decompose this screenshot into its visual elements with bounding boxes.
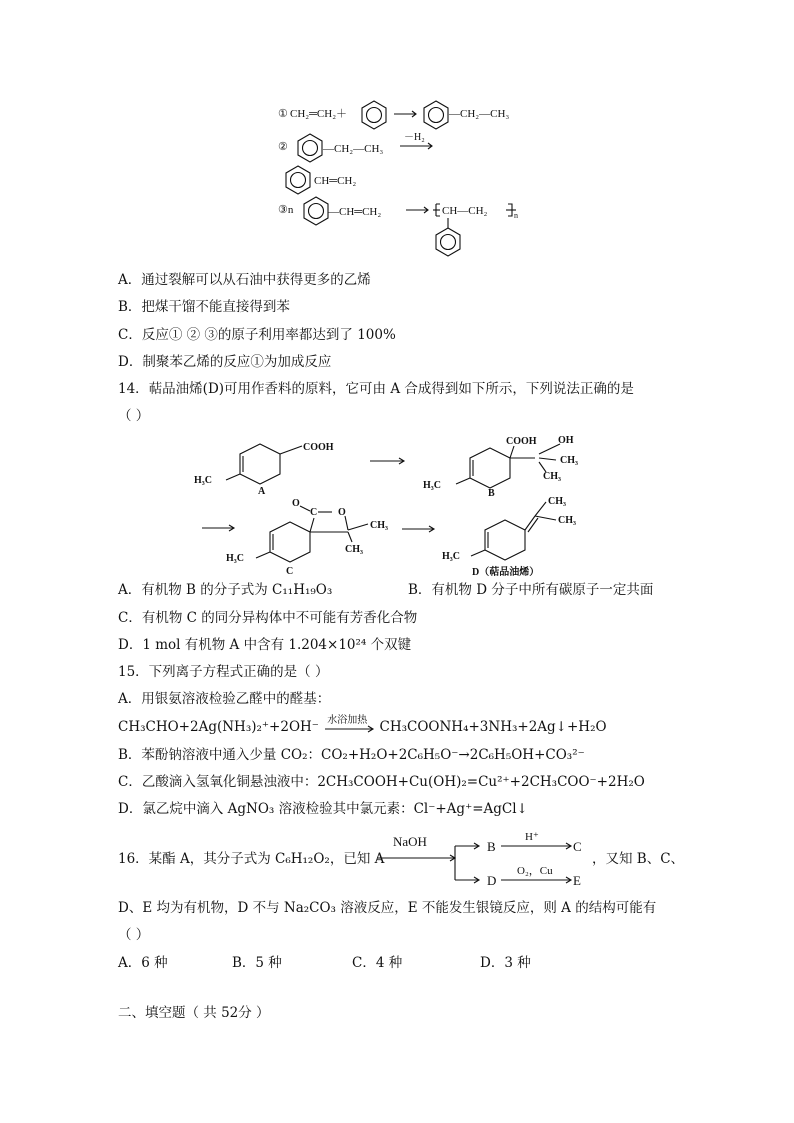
equation-a-left: CH₃CHO+2Ag(NH₃)₂⁺+2OH⁻ [118,719,319,735]
q16-stem-first [118,850,384,868]
q15-option-d: D．氯乙烷中滴入 AgNO₃ 溶液检验其中氯元素：Cl⁻+Ag⁺=AgCl↓ [118,801,528,817]
benzene-ring-icon [298,134,322,162]
q14-option-a: A．有机物 B 的分子式为 C₁₁H₁₉O₃ [118,582,333,598]
q13-option-a: A．通过裂解可以从石油中获得更多的乙烯 [118,272,371,288]
compound-c-carbon: C [310,507,318,518]
heating-arrow [323,715,375,736]
compound-e: E [573,873,581,888]
q16-option-c: C．4 种 [352,955,403,971]
cyclohexene-ring-D [485,520,525,560]
compound-b-label: B [488,488,495,499]
polymer-degree: n [514,211,518,220]
compound-d-ch3-bottom: CH₃ [558,515,576,526]
cyclohexene-ring-A [240,444,280,484]
q14-synthesis-figure [190,432,630,580]
compound-a-cooh: COOH [303,442,334,453]
compound-b-oh: OH [558,435,574,446]
q13-option-c: C．反应① ② ③的原子利用率都达到了 100% [118,327,396,343]
reaction-2-condition: －H₂ [404,132,425,143]
q15-option-b: B．苯酚钠溶液中通入少量 CO₂：CO₂+H₂O+2C₆H₅O⁻→2C₆H₅OH+CO₃²⁻ [118,747,585,763]
reaction-2-styrene: CH═CH₂ [314,175,357,187]
compound-c-ch3-top: CH₃ [370,520,388,531]
q16-answer-paren: （ ） [118,927,150,943]
q16-reaction-scheme [375,826,597,890]
reaction-3-styrene: —CH═CH₂ [328,206,382,218]
compound-c-ch3-bottom: CH₃ [345,544,363,555]
compound-c-carbonyl-o: O [292,498,300,509]
q15-option-c: C．乙酸滴入氢氧化铜悬浊液中：2CH₃COOH+Cu(OH)₂=Cu²⁺+2CH₃COO⁻+2H₂O [118,774,645,790]
reaction-2-ethylbenzene: —CH₂—CH₃ [323,143,384,155]
benzene-ring-icon [286,166,310,194]
q14-option-d: D．1 mol 有机物 A 中含有 1.204×10²⁴ 个双键 [118,637,412,653]
equation-a-right: CH₃COONH₄+3NH₃+2Ag↓+H₂O [379,719,607,735]
benzene-ring-icon [436,228,460,256]
q16-stem-second: D、E 均为有机物，D 不与 Na₂CO₃ 溶液反应，E 不能发生银镜反应，则 A 的结构可能有 [118,900,657,916]
compound-b-ch3-bottom: CH₃ [543,471,561,482]
benzene-ring-icon [362,101,386,129]
q14-option-b: B．有机物 D 分子中所有碳原子一定共面 [408,582,654,598]
compound-c-h3c: H₃C [226,553,244,564]
q14-answer-paren: （ ） [118,408,150,424]
section-2-heading: 二、填空题（ 共 52分 ） [118,1005,270,1021]
q13-option-d: D．制聚苯乙烯的反应①为加成反应 [118,354,332,370]
reaction-1-ethylene: CH₂═CH₂＋ [290,108,348,120]
benzene-ring-icon [424,101,448,129]
q16-option-d: D．3 种 [480,955,531,971]
q15-option-a: A．用银氨溶液检验乙醛中的醛基： [118,691,331,707]
reaction-arrow-icon [323,724,375,734]
compound-a-h3c: H₃C [194,475,212,486]
q13-reaction-figure [270,96,540,266]
cyclohexene-ring-B [470,448,510,488]
q16-stem-post: ，又知 B、C、 [592,851,685,867]
q13-option-b: B．把煤干馏不能直接得到苯 [118,299,290,315]
reaction-1-number: ① [278,108,288,120]
cyclohexene-ring-C [270,522,310,562]
reaction-1-ethylbenzene: —CH₂—CH₃ [449,108,510,120]
compound-b-cooh: COOH [506,436,537,447]
compound-c: C [573,839,582,854]
compound-d: D [487,873,497,888]
compound-c-label: C [286,566,294,577]
reaction-3-polystyrene: CH—CH₂ [442,205,488,217]
oxidation-condition: O₂，Cu [517,865,553,877]
compound-d-label: D（萜品油烯） [472,567,540,578]
reaction-3-number: ③n [278,204,294,216]
reaction-2-number: ② [278,141,288,153]
compound-b-h3c: H₃C [423,480,441,491]
q14-option-c: C．有机物 C 的同分异构体中不可能有芳香化合物 [118,610,418,626]
compound-b-ch3-top: CH₃ [560,455,578,466]
compound-d-h3c: H₃C [442,551,460,562]
q16-option-b: B．5 种 [232,955,282,971]
benzene-ring-icon [304,197,328,225]
q14-stem: 14．萜品油烯(D)可用作香料的原料，它可由 A 合成得到如下所示，下列说法正确的是 [118,381,634,397]
q15-equation-a [118,715,607,736]
compound-a-label: A [258,486,266,497]
q16-option-a: A．6 种 [118,955,168,971]
q16-stem-pre: 16．某酯 A，其分子式为 C₆H₁₂O₂，已知 A [118,851,385,867]
naoh-condition: NaOH [393,834,427,849]
equation-a-condition: 水浴加热 [327,715,368,726]
compound-c-ring-o: O [338,507,346,518]
acid-condition: H⁺ [525,831,539,843]
compound-b: B [487,839,496,854]
compound-d-ch3-top: CH₃ [548,496,566,507]
q15-stem: 15．下列离子方程式正确的是（ ） [118,664,329,680]
